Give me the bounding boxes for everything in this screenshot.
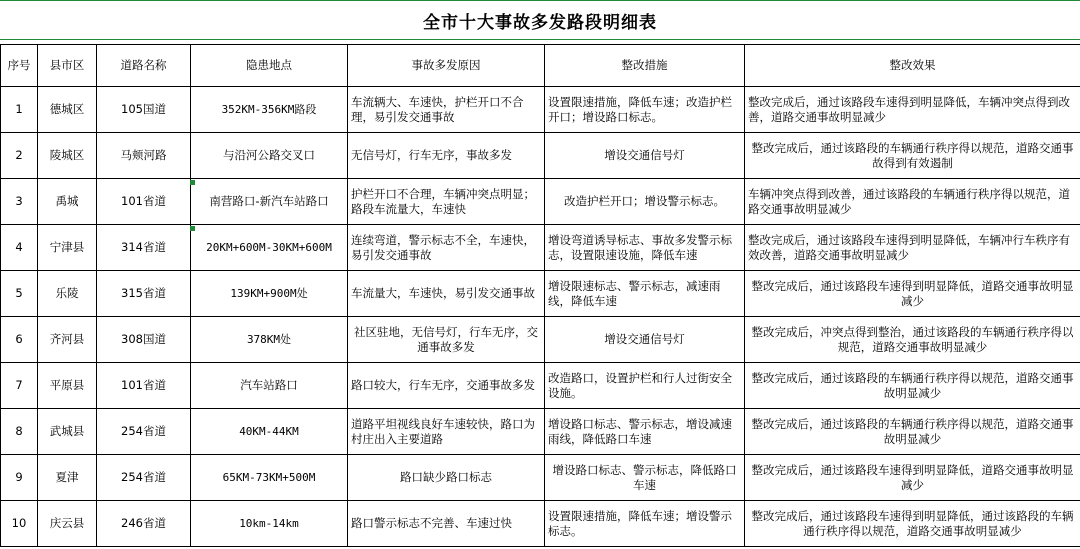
table-row — [1, 225, 1080, 271]
cell-road: 315省道 — [97, 271, 191, 317]
cell-road: 254省道 — [97, 409, 191, 455]
cell-road: 101省道 — [97, 363, 191, 409]
cell-measure: 增设限速标志、警示标志，减速雨线，降低车速 — [545, 271, 745, 317]
header-location: 隐患地点 — [191, 45, 348, 87]
cell-road: 246省道 — [97, 501, 191, 547]
cell-cause: 社区驻地，无信号灯，行车无序，交通事故多发 — [348, 317, 545, 363]
cell-road: 254省道 — [97, 455, 191, 501]
table-row — [1, 455, 1080, 501]
cell-no: 1 — [1, 87, 38, 133]
cell-no: 2 — [1, 133, 38, 179]
table-row — [1, 409, 1080, 455]
cell-no: 5 — [1, 271, 38, 317]
cell-effect: 整改完成后，通过该路段车速得到明显降低，通过该路段的车辆通行秩序得以规范，道路交通事故明显减少 — [745, 501, 1080, 547]
cell-effect: 整改完成后，通过该路段的车辆通行秩序得以规范，道路交通事故明显减少 — [745, 363, 1080, 409]
cell-location: 352KM-356KM路段 — [191, 87, 348, 133]
header-row — [1, 45, 1080, 87]
cell-no: 9 — [1, 455, 38, 501]
cell-district: 德城区 — [38, 87, 97, 133]
table-row — [1, 179, 1080, 225]
table-row — [1, 363, 1080, 409]
cell-effect: 整改完成后，冲突点得到整治，通过该路段的车辆通行秩序得以规范，道路交通事故明显减少 — [745, 317, 1080, 363]
header-no: 序号 — [1, 45, 38, 87]
cell-district: 武城县 — [38, 409, 97, 455]
cell-cause: 车流辆大、车速快，护栏开口不合理，易引发交通事故 — [348, 87, 545, 133]
cell-measure: 改造护栏开口；增设警示标志。 — [545, 179, 745, 225]
table-row — [1, 317, 1080, 363]
cell-cause: 护栏开口不合理，车辆冲突点明显；路段车流量大，车速快 — [348, 179, 545, 225]
cell-effect: 整改完成后，通过该路段车速得到明显降低，车辆冲行车秩序有效改善，道路交通事故明显减少 — [745, 225, 1080, 271]
cell-location: 378KM处 — [191, 317, 348, 363]
cell-cause: 无信号灯，行车无序，事故多发 — [348, 133, 545, 179]
header-measure: 整改措施 — [545, 45, 745, 87]
cell-no: 6 — [1, 317, 38, 363]
header-district: 县市区 — [38, 45, 97, 87]
cell-location: 与沿河公路交叉口 — [191, 133, 348, 179]
table-row — [1, 87, 1080, 133]
cell-road: 马颊河路 — [97, 133, 191, 179]
cell-comment-marker — [190, 226, 195, 231]
cell-road: 101省道 — [97, 179, 191, 225]
cell-measure: 增设交通信号灯 — [545, 133, 745, 179]
cell-cause: 车流量大，车速快，易引发交通事故 — [348, 271, 545, 317]
cell-road: 105国道 — [97, 87, 191, 133]
cell-measure: 改造路口，设置护栏和行人过街安全设施。 — [545, 363, 745, 409]
header-effect: 整改效果 — [745, 45, 1080, 87]
cell-effect: 整改完成后，通过该路段车速得到明显降低，道路交通事故明显减少 — [745, 455, 1080, 501]
cell-district: 齐河县 — [38, 317, 97, 363]
table-row — [1, 271, 1080, 317]
cell-location: 20KM+600M-30KM+600M — [191, 225, 348, 271]
cell-road: 314省道 — [97, 225, 191, 271]
cell-cause: 连续弯道，警示标志不全，车速快，易引发交通事故 — [348, 225, 545, 271]
cell-location: 南营路口-新汽车站路口 — [191, 179, 348, 225]
table-row — [1, 501, 1080, 547]
cell-district: 禹城 — [38, 179, 97, 225]
table-title: 全市十大事故多发路段明细表 — [0, 0, 1080, 40]
cell-no: 4 — [1, 225, 38, 271]
accident-sections-table — [0, 44, 1080, 547]
cell-cause: 路口缺少路口标志 — [348, 455, 545, 501]
cell-no: 10 — [1, 501, 38, 547]
cell-measure: 增设路口标志、警示标志，降低路口车速 — [545, 455, 745, 501]
cell-cause: 路口较大，行车无序，交通事故多发 — [348, 363, 545, 409]
cell-measure: 设置限速措施，降低车速；改造护栏开口；增设路口标志。 — [545, 87, 745, 133]
cell-district: 庆云县 — [38, 501, 97, 547]
cell-effect: 车辆冲突点得到改善，通过该路段的车辆通行秩序得以规范，道路交通事故明显减少 — [745, 179, 1080, 225]
cell-road: 308国道 — [97, 317, 191, 363]
cell-measure: 增设交通信号灯 — [545, 317, 745, 363]
cell-location: 65KM-73KM+500M — [191, 455, 348, 501]
cell-no: 3 — [1, 179, 38, 225]
cell-cause: 道路平坦视线良好车速较快，路口为村庄出入主要道路 — [348, 409, 545, 455]
cell-effect: 整改完成后，通过该路段车速得到明显降低，道路交通事故明显减少 — [745, 271, 1080, 317]
cell-effect: 整改完成后，通过该路段的车辆通行秩序得以规范，道路交通事故明显减少 — [745, 409, 1080, 455]
cell-location: 10km-14km — [191, 501, 348, 547]
cell-measure: 增设弯道诱导标志、事故多发警示标志，设置限速设施，降低车速 — [545, 225, 745, 271]
header-cause: 事故多发原因 — [348, 45, 545, 87]
cell-cause: 路口警示标志不完善、车速过快 — [348, 501, 545, 547]
cell-district: 宁津县 — [38, 225, 97, 271]
cell-district: 陵城区 — [38, 133, 97, 179]
cell-effect: 整改完成后，通过该路段的车辆通行秩序得以规范，道路交通事故得到有效遏制 — [745, 133, 1080, 179]
cell-measure: 增设路口标志、警示标志，增设减速雨线，降低路口车速 — [545, 409, 745, 455]
cell-location: 139KM+900M处 — [191, 271, 348, 317]
cell-district: 平原县 — [38, 363, 97, 409]
cell-no: 8 — [1, 409, 38, 455]
cell-effect: 整改完成后，通过该路段车速得到明显降低，车辆冲突点得到改善，道路交通事故明显减少 — [745, 87, 1080, 133]
cell-location: 汽车站路口 — [191, 363, 348, 409]
cell-district: 乐陵 — [38, 271, 97, 317]
cell-comment-marker — [190, 180, 195, 185]
table-row — [1, 133, 1080, 179]
cell-no: 7 — [1, 363, 38, 409]
cell-measure: 设置限速措施，降低车速；增设警示标志。 — [545, 501, 745, 547]
cell-district: 夏津 — [38, 455, 97, 501]
header-road: 道路名称 — [97, 45, 191, 87]
cell-location: 40KM-44KM — [191, 409, 348, 455]
